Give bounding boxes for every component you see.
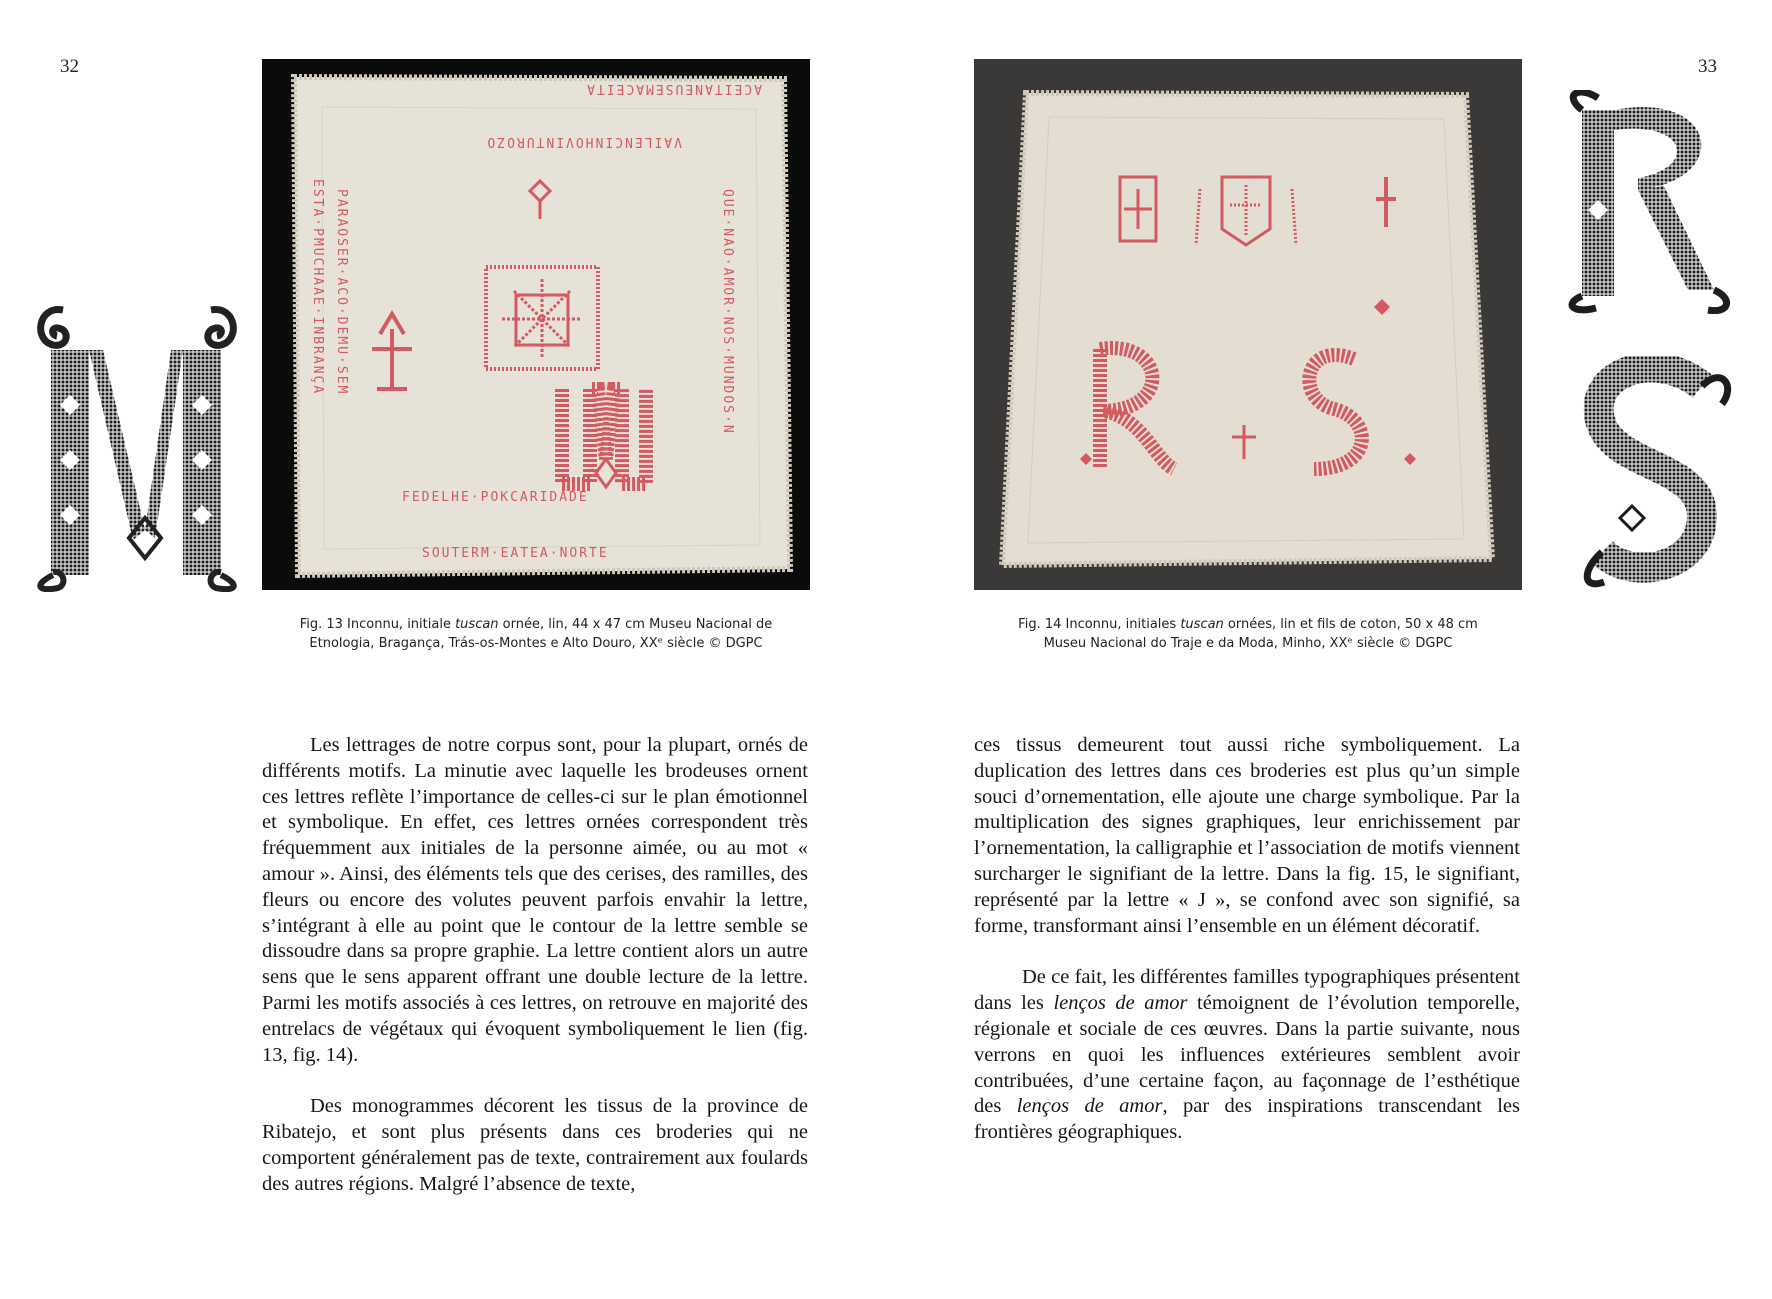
left-body-text (262, 733, 808, 1224)
figure-14-caption: Fig. 14 Inconnu, initiales tuscan ornées, lin et fils de coton, 50 x 48 cm Museu Nacional do Traje e da Moda, Minho, XXᵉ siècle © DGPC (1018, 617, 1478, 651)
figure-14-photo (974, 59, 1522, 590)
page-number-left: 32 (60, 56, 79, 77)
embroidery-text-right: QUE·NAO·AMOR·NOS·MUNDOS·N (720, 189, 735, 435)
paragraph: ces tissus demeurent tout aussi riche symboliquement. La duplication des lettres dans ces broderies est plus qu’un simple souci d’ornementation, elle ajoute une charge symbolique. Par la multiplication des signes graphiques, leur enrichissement par l’ornementation, la calligraphie et l’association de motifs viennent surcharger le signifiant de la lettre. Dans la fig. 15, le signifiant, représenté par la lettre « J », se confond avec son signifié, sa forme, transformant ainsi l’ensemble en un élément décoratif. (974, 734, 1520, 937)
embroidery-text-second: VAILENCINHOVINTUROZO (485, 134, 682, 149)
paragraph: De ce fait, les différentes familles typographiques présentent dans les lenços de amor témoignent de l’évolution temporelle, régionale et sociale de ces œuvres. Dans la partie suivante, nous verrons en quoi les influences extérieures semblent avoir contribuées, d’une certaine façon, au façonnage de l’esthétique des lenços de amor, par des inspirations transcendant les frontières géographiques. (974, 966, 1520, 1144)
right-body-text (974, 733, 1520, 1172)
embroidery-text-left: ESTA·PMUCHAAE·INBRANÇA (310, 179, 325, 396)
paragraph: Les lettrages de notre corpus sont, pour la plupart, ornés de différents motifs. La minutie avec laquelle les brodeuses ornent ces lettres reflète l’importance de celles-ci sur le plan émotionnel et symbolique. En effet, ces lettres ornées correspondent très fréquemment aux initiales de la personne aimée, ou au mot « amour ». Ainsi, des éléments tels que des cerises, des ramilles, des fleurs ou encore des volutes peuvent parfois envahir la lettre, s’intégrant à elle au point que le contour de la lettre semble se dissoudre dans sa propre graphie. La lettre contient alors un autre sens que le sens apparent offrant une double lecture de la lettre. Parmi les motifs associés à ces lettres, on retrouve en majorité des entrelacs de végétaux qui évoquent symboliquement le lien (fig. 13, fig. 14). (262, 734, 808, 1066)
embroidery-text-left-2: PARAOSER·ACO·DEMU·SEM (334, 189, 349, 396)
page-number-right: 33 (1698, 56, 1717, 77)
embroidery-text-bottom-2: SOUTERM·EATEA·NORTE (422, 546, 609, 561)
figure-13-photo (262, 59, 810, 590)
ornamental-letter-r (1568, 90, 1736, 314)
embroidery-text-top: ACEITANEUSEMACEITA (585, 81, 762, 96)
embroidery-text-bottom: FEDELHE·POKCARIDADE (402, 490, 589, 505)
figure-13-caption: Fig. 13 Inconnu, initiale tuscan ornée, lin, 44 x 47 cm Museu Nacional de Etnologia, Bragança, Trás-os-Montes e Alto Douro, XXᵉ siècle © DGPC (299, 617, 773, 651)
ornamental-letter-m (33, 300, 241, 592)
ornamental-letter-s (1572, 356, 1736, 590)
paragraph: Des monogrammes décorent les tissus de la province de Ribatejo, et sont plus présents dans ces broderies qui ne comportent généralement pas de texte, contrairement aux foulards des autres régions. Malgré l’absence de texte, (262, 1095, 808, 1195)
